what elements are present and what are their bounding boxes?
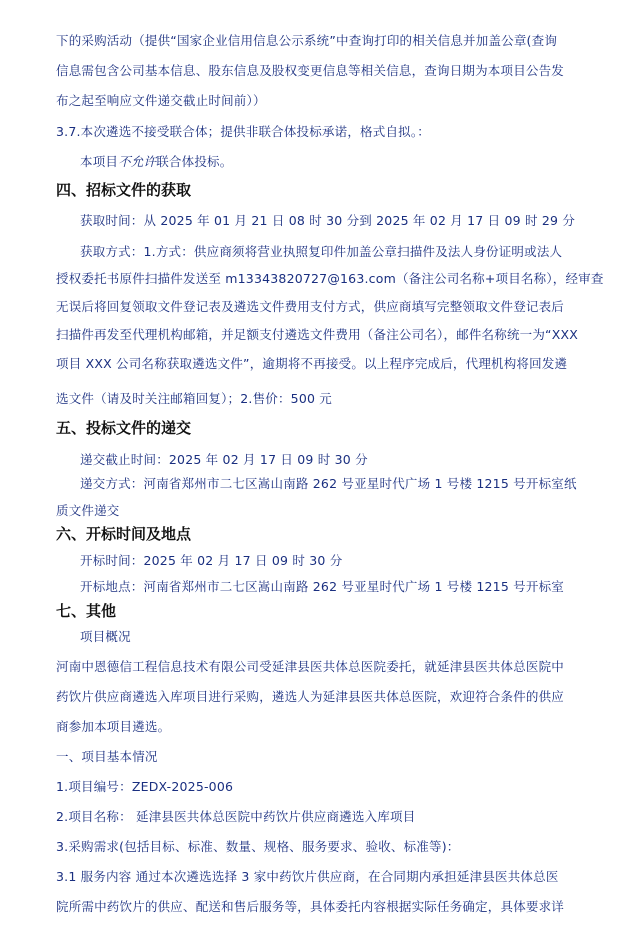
text-line: 开标地点：河南省郑州市二七区嵩山南路 262 号亚星时代广场 1 号楼 1215 号开标室 bbox=[80, 579, 564, 594]
text-line: 递交截止时间：2025 年 02 月 17 日 09 时 30 分 bbox=[80, 452, 368, 467]
section-heading: 六、开标时间及地点 bbox=[56, 525, 192, 543]
text-line: 质文件递交 bbox=[56, 503, 120, 518]
text-line: 递交方式：河南省郑州市二七区嵩山南路 262 号亚星时代广场 1 号楼 1215 号开标室纸 bbox=[80, 476, 577, 491]
text-line: 开标时间：2025 年 02 月 17 日 09 时 30 分 bbox=[80, 553, 343, 568]
text-line: 无误后将回复领取文件登记表及遴选文件费用支付方式，供应商填写完整领取文件登记表后 bbox=[56, 299, 565, 314]
text-line: 获取时间：从 2025 年 01 月 21 日 08 时 30 分到 2025 年 02 月 17 日 09 时 29 分 bbox=[80, 213, 576, 228]
text-line: 获取方式：1.方式：供应商须将营业执照复印件加盖公章扫描件及法人身份证明或法人 bbox=[80, 244, 563, 259]
section-heading: 四、招标文件的获取 bbox=[56, 181, 192, 199]
text-line: 3.1 服务内容 通过本次遴选选择 3 家中药饮片供应商，在合同期内承担延津县医共体总医 bbox=[56, 869, 559, 884]
text-line: 商参加本项目遴选。 bbox=[56, 719, 171, 734]
section-heading: 五、投标文件的递交 bbox=[56, 419, 192, 437]
text-line: 项目 XXX 公司名称获取遴选文件”，逾期将不再接受。以上程序完成后，代理机构将回发遴 bbox=[56, 356, 568, 371]
text-line: 1.项目编号：ZEDX-2025-006 bbox=[56, 779, 234, 794]
italic-text: 不允许 bbox=[118, 154, 157, 169]
text-line: 2.项目名称： 延津县医共体总医院中药饮片供应商遴选入库项目 bbox=[56, 809, 416, 824]
text-line: 一、项目基本情况 bbox=[56, 749, 158, 764]
text-line: 选文件（请及时关注邮箱回复）；2.售价：500 元 bbox=[56, 391, 333, 406]
text-line: 项目概况 bbox=[80, 629, 131, 644]
text-prefix: 本项目 bbox=[80, 154, 119, 169]
text-line: 布之起至响应文件递交截止时间前）） bbox=[56, 93, 266, 108]
section-heading: 七、其他 bbox=[56, 602, 117, 620]
text-line bbox=[80, 153, 232, 171]
text-suffix: 联合体投标。 bbox=[156, 154, 233, 169]
text-line: 院所需中药饮片的供应、配送和售后服务等，具体委托内容根据实际任务确定，具体要求详 bbox=[56, 899, 565, 914]
text-line: 3.7.本次遴选不接受联合体；提供非联合体投标承诺，格式自拟。： bbox=[56, 124, 431, 139]
text-line: 信息需包含公司基本信息、股东信息及股权变更信息等相关信息，查询日期为本项目公告发 bbox=[56, 63, 565, 78]
text-line: 授权委托书原件扫描件发送至 m13343820727@163.com（备注公司名称+项目名称），经审查 bbox=[56, 271, 604, 286]
text-line: 下的采购活动（提供“国家企业信用信息公示系统”中查询打印的相关信息并加盖公章(查询 bbox=[56, 33, 558, 48]
text-line: 3.采购需求(包括目标、标准、数量、规格、服务要求、验收、标准等)： bbox=[56, 839, 460, 854]
text-line: 河南中恩德信工程信息技术有限公司受延津县医共体总医院委托，就延津县医共体总医院中 bbox=[56, 659, 565, 674]
text-line: 药饮片供应商遴选入库项目进行采购，遴选人为延津县医共体总医院，欢迎符合条件的供应 bbox=[56, 689, 565, 704]
text-line: 扫描件再发至代理机构邮箱，并足额支付遴选文件费用（备注公司名），邮件名称统一为“XXX bbox=[56, 327, 579, 342]
